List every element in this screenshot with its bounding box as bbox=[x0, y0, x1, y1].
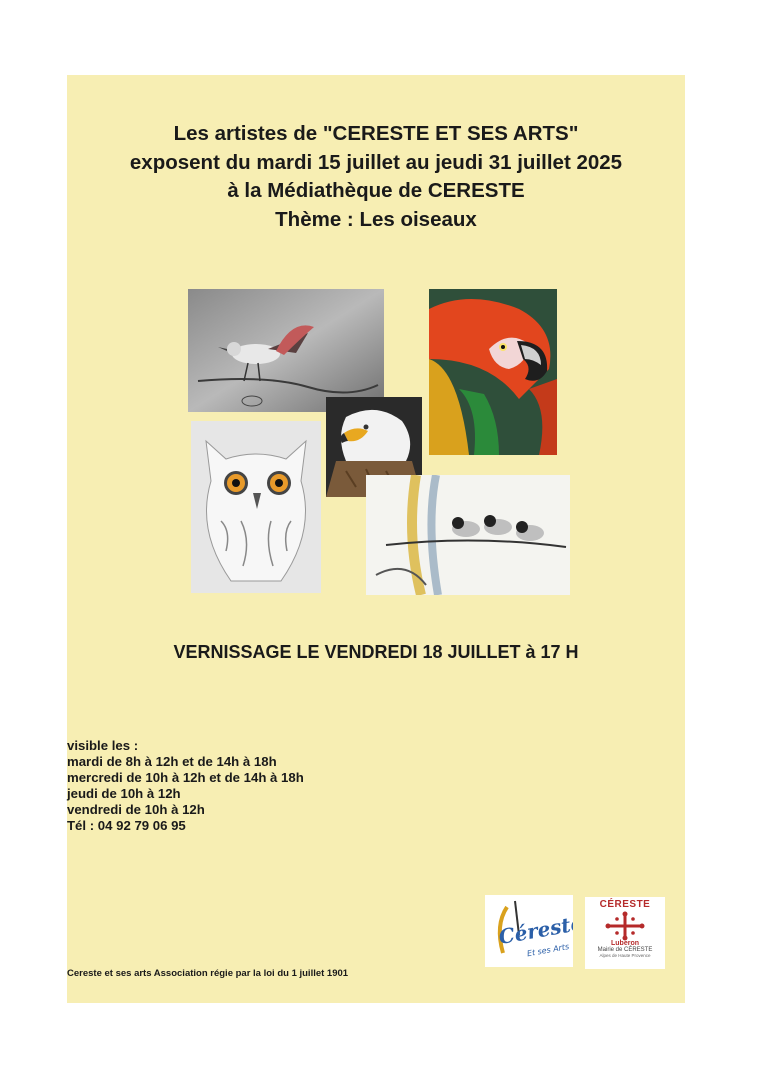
mairie-logo-dept: Alpes de Haute Provence bbox=[599, 953, 651, 958]
title-line-1: Les artistes de "CERESTE ET SES ARTS" bbox=[173, 122, 579, 145]
phone-number: Tél : 04 92 79 06 95 bbox=[67, 818, 186, 833]
mairie-cereste-logo bbox=[585, 897, 665, 969]
hours-line: mardi de 8h à 12h et de 14h à 18h bbox=[67, 754, 277, 769]
logo-cereste-title: Céreste bbox=[496, 910, 573, 950]
mairie-logo-name: Mairie de CÉRESTE bbox=[597, 947, 653, 953]
owl-painting bbox=[191, 421, 321, 593]
hours-line: jeudi de 10h à 12h bbox=[67, 786, 181, 801]
hours-intro: visible les : bbox=[67, 738, 139, 753]
parrot-painting bbox=[429, 289, 557, 455]
bird-on-branch-painting bbox=[188, 289, 384, 412]
poster bbox=[67, 75, 685, 1003]
title-line-4: Thème : Les oiseaux bbox=[275, 207, 477, 231]
cereste-et-ses-arts-logo bbox=[485, 895, 573, 967]
title-block bbox=[67, 120, 685, 234]
occitan-cross-icon bbox=[595, 911, 655, 941]
chickadees-painting bbox=[366, 475, 570, 595]
hours-line: mercredi de 10h à 12h et de 14h à 18h bbox=[67, 770, 304, 785]
vernissage-text: VERNISSAGE LE VENDREDI 18 JUILLET à 17 H bbox=[173, 642, 579, 662]
mairie-logo-region: Luberon bbox=[611, 940, 639, 947]
mairie-logo-title: CÉRESTE bbox=[599, 899, 651, 910]
hours-line: vendredi de 10h à 12h bbox=[67, 802, 205, 817]
footer-association-note: Cereste et ses arts Association régie par la loi du 1 juillet 1901 bbox=[67, 968, 349, 979]
logo-cereste-subtitle: Et ses Arts bbox=[526, 942, 570, 959]
title-line-3: à la Médiathèque de CERESTE bbox=[227, 179, 525, 202]
title-line-2: exposent du mardi 15 juillet au jeudi 31 juillet 2025 bbox=[129, 150, 623, 174]
opening-hours bbox=[67, 738, 304, 834]
